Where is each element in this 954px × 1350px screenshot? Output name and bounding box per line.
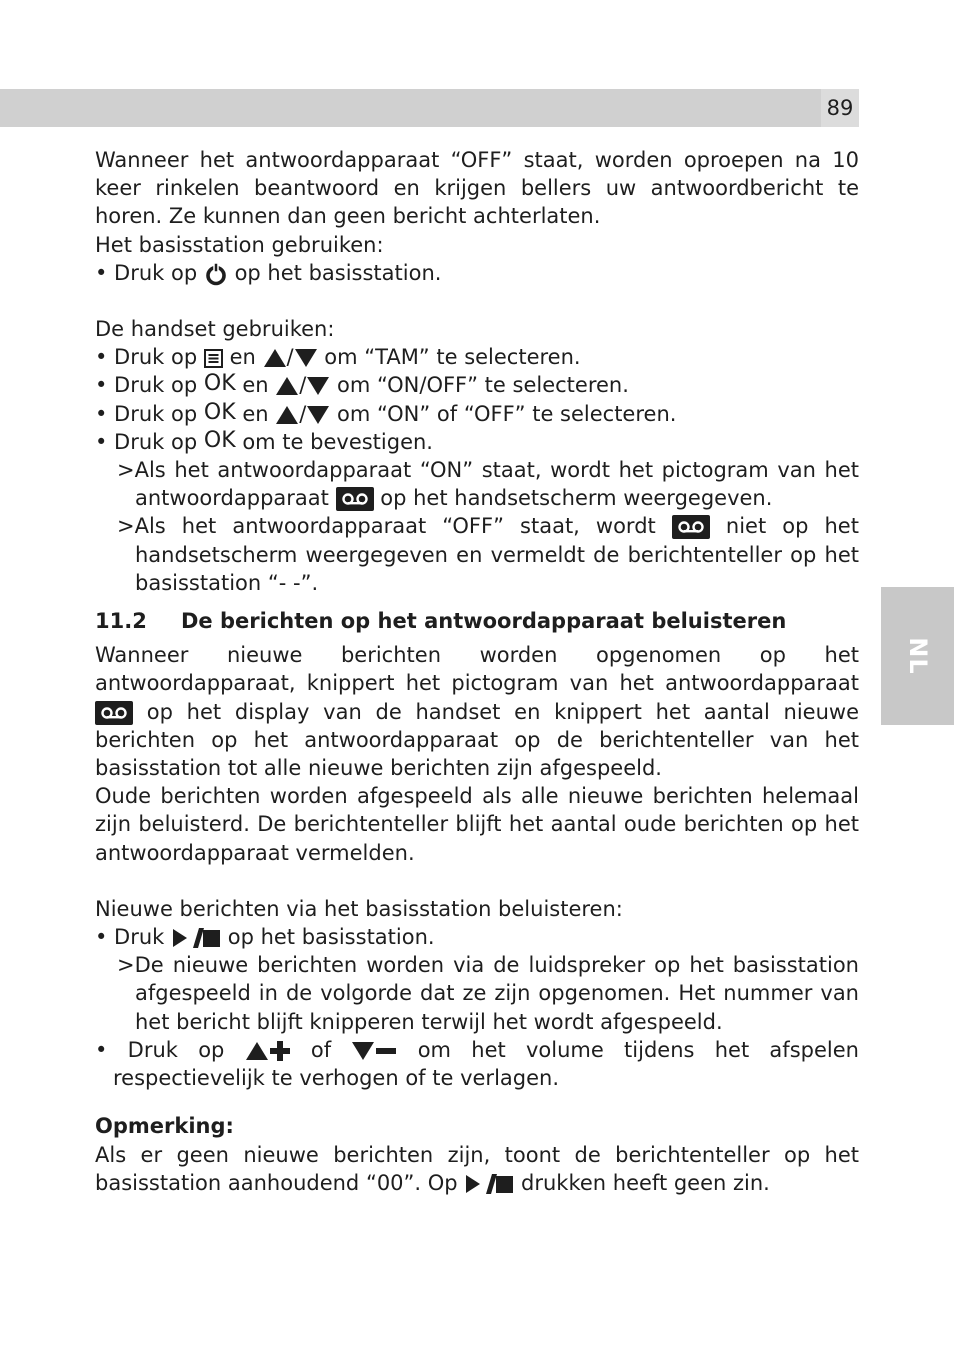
text: • Druk op bbox=[95, 429, 198, 454]
text: niet op het handsetscherm weergegeven en vermeldt de berichtenteller op het basisstation “- -”. bbox=[135, 514, 859, 595]
text: om het volume tijdens het afspelen respectievelijk te verhogen of te verlagen. bbox=[113, 1037, 859, 1091]
text: >Als het antwoordapparaat “ON” staat, wordt het pictogram van het antwoordapparaat bbox=[117, 458, 859, 511]
language-tab bbox=[881, 587, 954, 725]
text: op het basisstation. bbox=[227, 925, 435, 950]
power-icon bbox=[204, 262, 228, 286]
text: Wanneer nieuwe berichten worden opgenomen op het antwoordapparaat, knippert het pictogram van het antwoordapparaat bbox=[95, 643, 859, 696]
section-heading bbox=[95, 607, 859, 635]
down-arrow-icon bbox=[294, 348, 318, 368]
answering-machine-icon bbox=[672, 515, 710, 539]
answering-machine-icon bbox=[336, 487, 374, 511]
listen-paragraph-2: Oude berichten worden afgespeeld als alle nieuwe berichten helemaal zijn beluisterd. De berichtenteller blijft het aantal oude berichten op het antwoordapparaat vermelden. bbox=[95, 784, 859, 865]
header-bar bbox=[0, 89, 821, 127]
text: Als er geen nieuwe berichten zijn, toont de berichtenteller op het basisstation aanhoudend “00”. Op bbox=[95, 1142, 859, 1195]
text: of bbox=[310, 1037, 332, 1062]
plus-icon bbox=[269, 1040, 291, 1062]
handset-heading: De handset gebruiken: bbox=[95, 317, 335, 342]
listen-sub-1: >De nieuwe berichten worden via de luidspreker op het basisstation afgespeeld in de volgorde dat ze zijn opgenomen. Het nummer van het bericht blijft knipperen terwijl het wordt afgespeeld. bbox=[117, 953, 859, 1034]
ok-key-label: OK bbox=[203, 371, 236, 397]
section-title: De berichten op het antwoordapparaat beluisteren bbox=[181, 609, 787, 634]
handset-bullet-1 bbox=[95, 343, 859, 371]
page-content bbox=[95, 146, 859, 1197]
up-arrow-icon bbox=[263, 348, 287, 368]
text: / bbox=[299, 401, 307, 426]
handset-sub-1 bbox=[95, 456, 859, 512]
text: om “ON/OFF” te selecteren. bbox=[337, 373, 629, 398]
down-arrow-icon bbox=[351, 1041, 375, 1061]
text: / bbox=[299, 373, 307, 398]
handset-sub-2 bbox=[95, 512, 859, 597]
text: • Druk op bbox=[95, 373, 198, 398]
section-number: 11.2 bbox=[95, 609, 147, 634]
text: >Als het antwoordapparaat “OFF” staat, wordt bbox=[117, 514, 656, 539]
text: op het basisstation. bbox=[234, 260, 442, 285]
text: en bbox=[229, 345, 256, 370]
page-number: 89 bbox=[821, 89, 859, 127]
note-text bbox=[95, 1141, 859, 1197]
intro-paragraph: Wanneer het antwoordapparaat “OFF” staat, worden oproepen na 10 keer rinkelen beantwoord en krijgen bellers uw antwoordbericht te horen. Ze kunnen dan geen bericht achterlaten. bbox=[95, 148, 859, 229]
listen-paragraph-1 bbox=[95, 641, 859, 782]
up-arrow-icon bbox=[275, 405, 299, 425]
handset-bullet-2 bbox=[95, 371, 859, 399]
text: / bbox=[286, 345, 294, 370]
down-arrow-icon bbox=[306, 405, 330, 425]
text: drukken heeft geen zin. bbox=[521, 1170, 770, 1195]
listen-heading: Nieuwe berichten via het basisstation beluisteren: bbox=[95, 896, 623, 921]
up-arrow-icon bbox=[275, 376, 299, 396]
listen-bullet-1 bbox=[95, 923, 859, 951]
text: op het handsetscherm weergegeven. bbox=[380, 486, 773, 511]
play-stop-icon bbox=[171, 926, 221, 950]
text: • Druk op bbox=[95, 401, 198, 426]
listen-bullet-2 bbox=[95, 1036, 859, 1092]
ok-key-label: OK bbox=[203, 399, 236, 425]
handset-bullet-3 bbox=[95, 400, 859, 428]
play-stop-icon bbox=[464, 1172, 514, 1196]
ok-key-label: OK bbox=[203, 427, 236, 453]
text: om “ON” of “OFF” te selecteren. bbox=[337, 401, 677, 426]
text: • Druk op bbox=[95, 260, 198, 285]
text: op het display van de handset en knippert het aantal nieuwe berichten op het antwoordapparaat op de berichtenteller van het basisstation tot alle nieuwe berichten zijn afgespeeld. bbox=[95, 699, 859, 781]
text: • Druk op bbox=[95, 345, 198, 370]
text: • Druk op bbox=[95, 1037, 225, 1062]
text: en bbox=[242, 373, 269, 398]
up-arrow-icon bbox=[245, 1041, 269, 1061]
minus-icon bbox=[375, 1040, 397, 1062]
base-heading: Het basisstation gebruiken: bbox=[95, 232, 384, 257]
note-title: Opmerking: bbox=[95, 1114, 234, 1139]
text: en bbox=[242, 401, 269, 426]
menu-icon bbox=[204, 349, 223, 368]
answering-machine-icon bbox=[95, 701, 133, 725]
text: om te bevestigen. bbox=[242, 429, 433, 454]
text: • Druk bbox=[95, 925, 165, 950]
text: om “TAM” te selecteren. bbox=[324, 345, 581, 370]
down-arrow-icon bbox=[306, 376, 330, 396]
language-tab-label: NL bbox=[903, 637, 932, 675]
handset-bullet-4 bbox=[95, 428, 859, 456]
base-bullet-1 bbox=[95, 259, 859, 287]
